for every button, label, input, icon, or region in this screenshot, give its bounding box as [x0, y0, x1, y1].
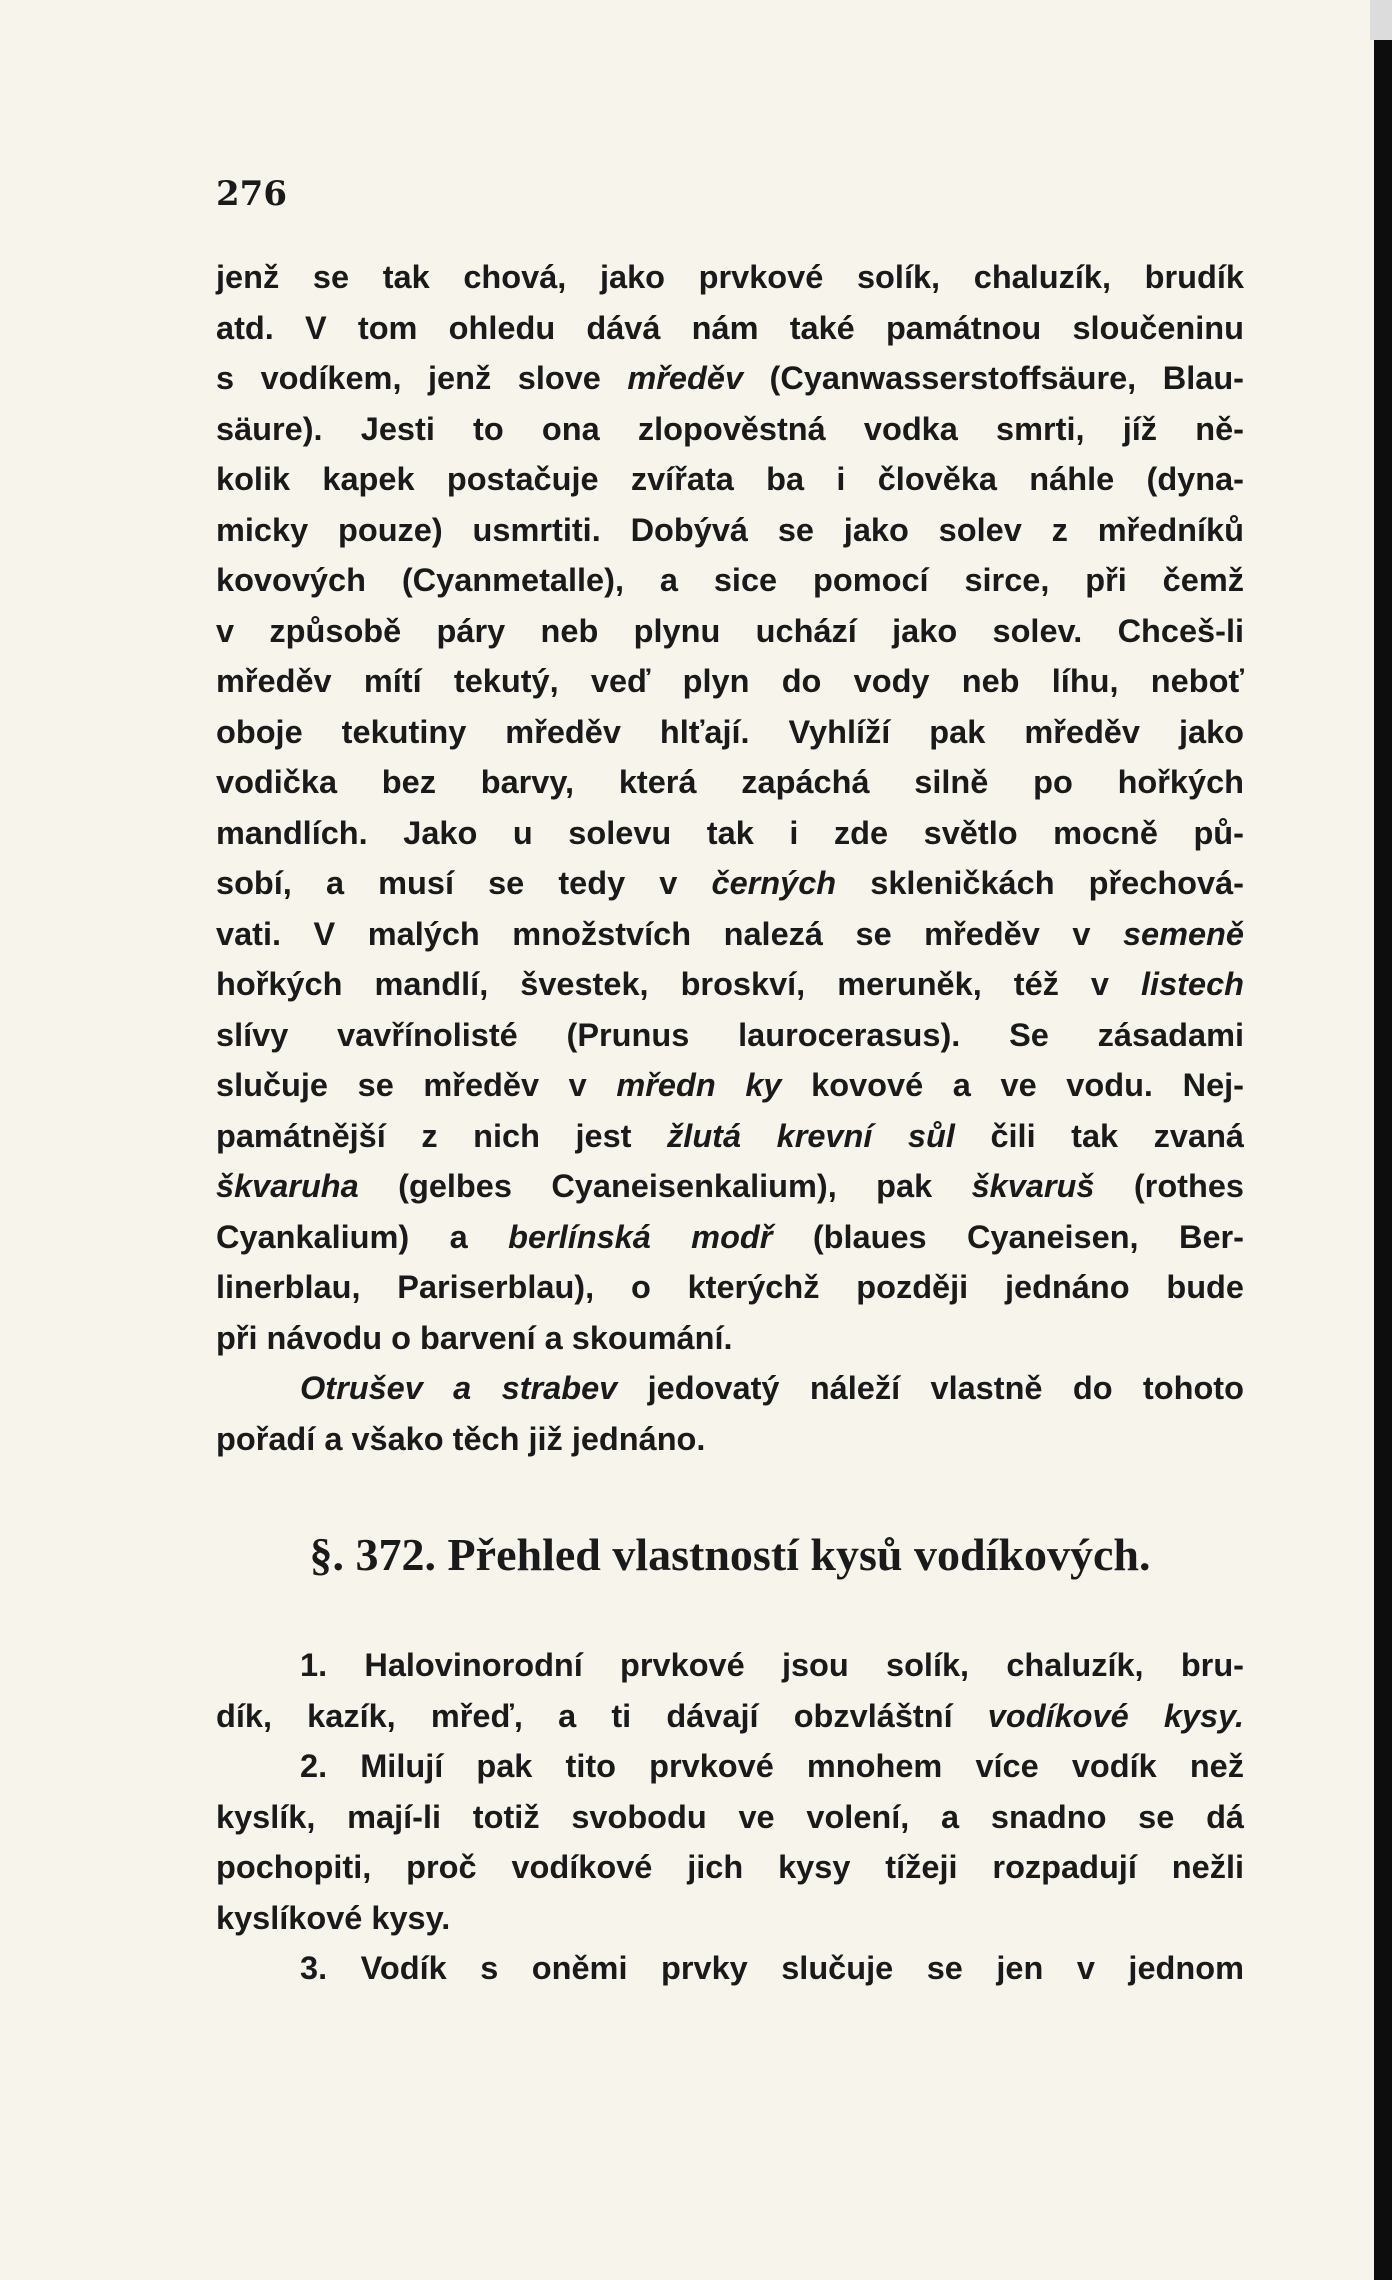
text-run: dík, kazík, mřeď, a ti dávají obzvláštní: [216, 1697, 988, 1734]
text-line: [216, 1363, 1244, 1414]
text-run: čili tak zvaná: [954, 1117, 1244, 1154]
text-line: [216, 909, 1244, 960]
text-line: [216, 1691, 1244, 1742]
text-line: oboje tekutiny mředěv hlťají. Vyhlíží pak mředěv jako: [216, 713, 1244, 750]
text-line: [216, 353, 1244, 404]
scan-corner-mark: [1370, 0, 1392, 40]
text-line: [216, 1060, 1244, 1111]
text-line: [216, 1111, 1244, 1162]
text-line: kovových (Cyanmetalle), a sice pomocí sirce, při čemž: [216, 562, 1244, 598]
text-run: s vodíkem, jenž slove: [216, 360, 628, 396]
text-line: [216, 959, 1244, 1010]
text-run: vati. V malých množstvích nalezá se mředěv v: [216, 915, 1123, 952]
term-italic: žlutá krevní sůl: [667, 1117, 955, 1154]
body-paragraph-1: [216, 252, 1244, 1464]
text-line: při návodu o barvení a skoumání.: [216, 1319, 733, 1356]
text-run: slučuje se mředěv v: [216, 1067, 617, 1103]
numbered-list: [216, 1640, 1244, 1994]
text-run: (blaues Cyaneisen, Ber-: [772, 1218, 1244, 1255]
text-line: pochopiti, proč vodíkové jich kysy tížeji rozpadují nežli: [216, 1849, 1244, 1885]
text-line: kyslíkové kysy.: [216, 1899, 451, 1936]
text-line: [216, 858, 1244, 909]
text-run: (Cyanwasserstoffsäure, Blau-: [743, 360, 1244, 396]
term-italic: semeně: [1122, 915, 1244, 952]
term-italic: listech: [1141, 966, 1244, 1002]
text-line: slívy vavřínolisté (Prunus laurocerasus). Se zásadami: [216, 1016, 1244, 1053]
term-italic: Otrušev a strabev: [300, 1370, 618, 1406]
term-italic: mředěv: [627, 360, 744, 396]
term-italic: vodíkové kysy.: [987, 1697, 1244, 1734]
text-run: jedovatý náleží vlastně do tohoto: [617, 1370, 1244, 1406]
text-run: (rothes: [1094, 1168, 1244, 1204]
page-number: 276: [216, 174, 287, 214]
text-run: sobí, a musí se tedy v: [216, 865, 712, 901]
list-item-3: 3. Vodík s oněmi prvky slučuje se jen v jednom: [300, 1950, 1244, 1986]
text-line: atd. V tom ohledu dává nám také památnou sloučeninu: [216, 309, 1244, 346]
text-run: hořkých mandlí, švestek, broskví, meruněk, též v: [216, 966, 1142, 1002]
text-line: mředěv mítí tekutý, veď plyn do vody neb líhu, neboť: [216, 663, 1244, 699]
text-run: památnější z nich jest: [216, 1117, 668, 1154]
term-italic: mředn ky: [616, 1067, 782, 1103]
section-heading: §. 372. Přehled vlastností kysů vodíkových.: [309, 1529, 1151, 1580]
text-line: [216, 1212, 1244, 1263]
text-line: kolik kapek postačuje zvířata ba i člověka náhle (dyna-: [216, 461, 1244, 497]
text-line: linerblau, Pariserblau), o kterýchž později jednáno bude: [216, 1269, 1244, 1305]
text-line: v způsobě páry neb plynu uchází jako solev. Chceš-li: [216, 612, 1244, 649]
text-run: skleničkách přechová-: [836, 865, 1244, 901]
text-run: kovové a ve vodu. Nej-: [781, 1067, 1244, 1103]
text-line: pořadí a všako těch již jednáno.: [216, 1420, 706, 1457]
scan-edge: [1374, 0, 1392, 2280]
text-line: micky pouze) usmrtiti. Dobývá se jako solev z mředníků: [216, 511, 1244, 548]
term-italic: škvaruš: [971, 1168, 1095, 1204]
term-italic: škvaruha: [216, 1168, 359, 1204]
list-item-1: 1. Halovinorodní prvkové jsou solík, chaluzík, bru-: [300, 1647, 1244, 1683]
text-line: mandlích. Jako u solevu tak i zde světlo mocně pů-: [216, 814, 1244, 851]
term-italic: berlínská modř: [508, 1218, 773, 1255]
text-run: (gelbes Cyaneisenkalium), pak: [358, 1168, 972, 1204]
text-line: säure). Jesti to ona zlopověstná vodka smrti, jíž ně-: [216, 410, 1244, 447]
text-run: Cyankalium) a: [216, 1218, 509, 1255]
list-item-2: 2. Milují pak tito prvkové mnohem více vodík než: [300, 1748, 1244, 1784]
term-italic: černých: [711, 865, 837, 901]
text-line: jenž se tak chová, jako prvkové solík, chaluzík, brudík: [216, 259, 1244, 295]
text-line: vodička bez barvy, která zapáchá silně po hořkých: [216, 764, 1244, 800]
text-line: kyslík, mají-li totiž svobodu ve volení, a snadno se dá: [216, 1798, 1244, 1835]
text-line: [216, 1161, 1244, 1212]
